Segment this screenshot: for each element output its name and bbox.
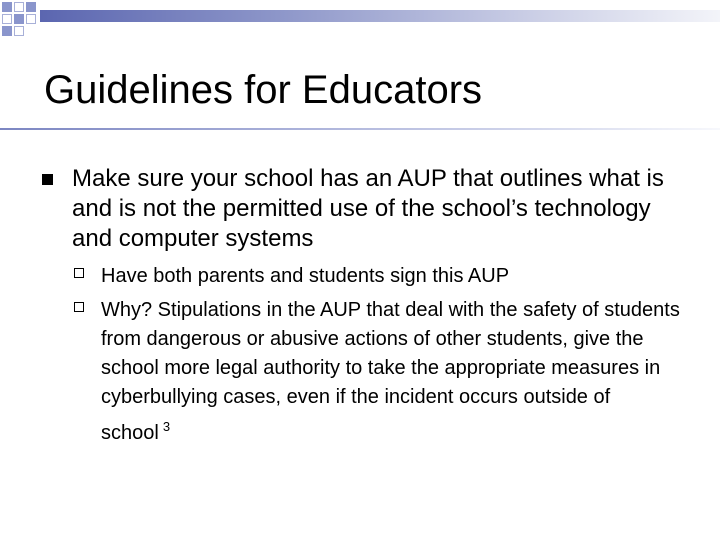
sub-bullet-text: Why? Stipulations in the AUP that deal with the safety of students from dangerous or abusive actions of other students, give the school more legal authority to take the appropriate measures in cyberbullying cases, even if the incident occurs outside of school <box>101 299 680 444</box>
filled-square-bullet-icon <box>42 174 53 185</box>
main-bullet-text: Make sure your school has an AUP that outlines what is and is not the permitted use of the school’s technology and computer systems <box>72 165 664 252</box>
header-gradient-band <box>40 10 720 22</box>
sub-bullet-item <box>74 262 684 291</box>
hollow-square-bullet-icon <box>74 302 84 312</box>
main-bullet <box>42 164 692 254</box>
decor-square-icon <box>26 14 36 24</box>
slide-title: Guidelines for Educators <box>44 68 483 112</box>
decor-square-icon <box>14 14 24 24</box>
decor-square-icon <box>14 2 24 12</box>
decor-square-icon <box>2 2 12 12</box>
sub-bullet-text: Have both parents and students sign this AUP <box>101 265 510 287</box>
hollow-square-bullet-icon <box>74 268 84 278</box>
decor-square-icon <box>2 14 12 24</box>
decor-square-icon <box>2 26 12 36</box>
decor-square-icon <box>26 2 36 12</box>
decor-square-icon <box>14 26 24 36</box>
sub-bullet-list <box>74 262 684 453</box>
sub-bullet-item <box>74 296 684 448</box>
title-divider <box>0 128 720 130</box>
reference-superscript: 3 <box>162 419 171 434</box>
